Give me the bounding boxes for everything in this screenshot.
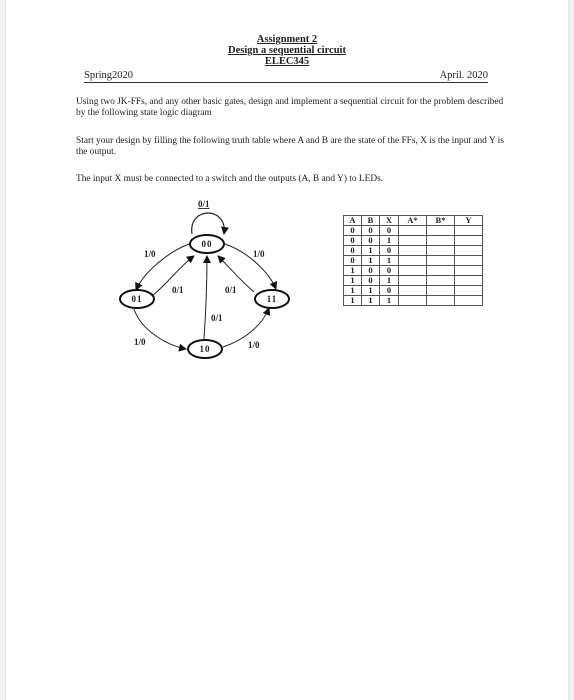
cell-a: 0 bbox=[344, 246, 362, 256]
assignment-title: Assignment 2 bbox=[256, 34, 318, 45]
date-label: April. 2020 bbox=[439, 70, 488, 81]
paragraph-truth-table: Start your design by filling the following truth table where A and B are the state of the FFs, X is the input and Y is the output. bbox=[76, 136, 504, 157]
label-10-to-00: 0/1 bbox=[211, 313, 223, 323]
cell-a-next bbox=[399, 236, 427, 246]
cell-b-next bbox=[427, 246, 455, 256]
label-01-to-00: 0/1 bbox=[172, 285, 184, 295]
table-row bbox=[344, 236, 483, 246]
table-row bbox=[344, 286, 483, 296]
label-11-to-00: 0/1 bbox=[225, 285, 237, 295]
paragraph-intro: Using two JK-FFs, and any other basic gates, design and implement a sequential circuit for the problem described by the following state logic diagram bbox=[76, 97, 504, 118]
cell-x: 0 bbox=[380, 246, 399, 256]
cell-a-next bbox=[399, 286, 427, 296]
cell-a-next bbox=[399, 276, 427, 286]
table-row bbox=[344, 256, 483, 266]
cell-y bbox=[455, 296, 483, 306]
semester-label: Spring2020 bbox=[84, 70, 134, 81]
label-00-to-01: 1/0 bbox=[144, 249, 156, 259]
document-page bbox=[6, 0, 568, 700]
header-y: Y bbox=[455, 216, 483, 226]
cell-b-next bbox=[427, 276, 455, 286]
cell-b-next bbox=[427, 226, 455, 236]
state-10-label: 10 bbox=[199, 344, 211, 354]
course-code: ELEC345 bbox=[264, 56, 310, 67]
cell-b: 0 bbox=[362, 226, 380, 236]
cell-b-next bbox=[427, 266, 455, 276]
state-11-label: 11 bbox=[266, 294, 278, 304]
cell-b-next bbox=[427, 286, 455, 296]
cell-x: 0 bbox=[380, 226, 399, 236]
cell-b: 1 bbox=[362, 246, 380, 256]
paragraph-io: The input X must be connected to a switch and the outputs (A, B and Y) to LEDs. bbox=[76, 174, 384, 184]
cell-a: 1 bbox=[344, 276, 362, 286]
cell-y bbox=[455, 246, 483, 256]
table-row bbox=[344, 266, 483, 276]
cell-a: 1 bbox=[344, 296, 362, 306]
transition-self-loop-00 bbox=[192, 213, 225, 234]
state-00 bbox=[190, 235, 224, 253]
transition-10-to-11 bbox=[223, 308, 269, 347]
cell-x: 1 bbox=[380, 276, 399, 286]
cell-b-next bbox=[427, 296, 455, 306]
cell-y bbox=[455, 276, 483, 286]
cell-y bbox=[455, 256, 483, 266]
label-self-loop-00: 0/1 bbox=[198, 199, 210, 209]
state-diagram bbox=[6, 0, 568, 700]
cell-b: 0 bbox=[362, 276, 380, 286]
cell-x: 0 bbox=[380, 286, 399, 296]
transition-10-to-00 bbox=[204, 256, 207, 339]
truth-table-header-row bbox=[344, 216, 483, 226]
cell-a: 1 bbox=[344, 266, 362, 276]
cell-a: 0 bbox=[344, 256, 362, 266]
cell-a-next bbox=[399, 296, 427, 306]
table-row bbox=[344, 226, 483, 236]
cell-x: 1 bbox=[380, 256, 399, 266]
label-00-to-11: 1/0 bbox=[253, 249, 265, 259]
header-b: B bbox=[362, 216, 380, 226]
table-row bbox=[344, 276, 483, 286]
cell-a: 0 bbox=[344, 236, 362, 246]
cell-a-next bbox=[399, 246, 427, 256]
header-a: A bbox=[344, 216, 362, 226]
transition-00-to-11 bbox=[225, 244, 276, 289]
header-b-next: B* bbox=[427, 216, 455, 226]
cell-b: 1 bbox=[362, 256, 380, 266]
header-a-next: A* bbox=[399, 216, 427, 226]
state-10 bbox=[188, 340, 222, 358]
truth-table bbox=[343, 215, 483, 306]
state-01-label: 01 bbox=[131, 294, 143, 304]
cell-a: 0 bbox=[344, 226, 362, 236]
cell-y bbox=[455, 226, 483, 236]
cell-b: 1 bbox=[362, 286, 380, 296]
cell-x: 0 bbox=[380, 266, 399, 276]
cell-a-next bbox=[399, 266, 427, 276]
cell-b-next bbox=[427, 236, 455, 246]
cell-b: 0 bbox=[362, 266, 380, 276]
cell-a-next bbox=[399, 256, 427, 266]
table-row bbox=[344, 246, 483, 256]
cell-x: 1 bbox=[380, 236, 399, 246]
cell-x: 1 bbox=[380, 296, 399, 306]
label-01-to-10: 1/0 bbox=[134, 337, 146, 347]
assignment-subtitle: Design a sequential circuit bbox=[228, 45, 346, 56]
header-x: X bbox=[380, 216, 399, 226]
state-00-label: 00 bbox=[201, 239, 213, 249]
cell-y bbox=[455, 236, 483, 246]
cell-b-next bbox=[427, 256, 455, 266]
cell-b: 0 bbox=[362, 236, 380, 246]
cell-b: 1 bbox=[362, 296, 380, 306]
cell-y bbox=[455, 266, 483, 276]
label-10-to-11: 1/0 bbox=[248, 340, 260, 350]
cell-a-next bbox=[399, 226, 427, 236]
cell-a: 1 bbox=[344, 286, 362, 296]
table-row bbox=[344, 296, 483, 306]
state-11 bbox=[255, 290, 289, 308]
state-01 bbox=[120, 290, 154, 308]
cell-y bbox=[455, 286, 483, 296]
